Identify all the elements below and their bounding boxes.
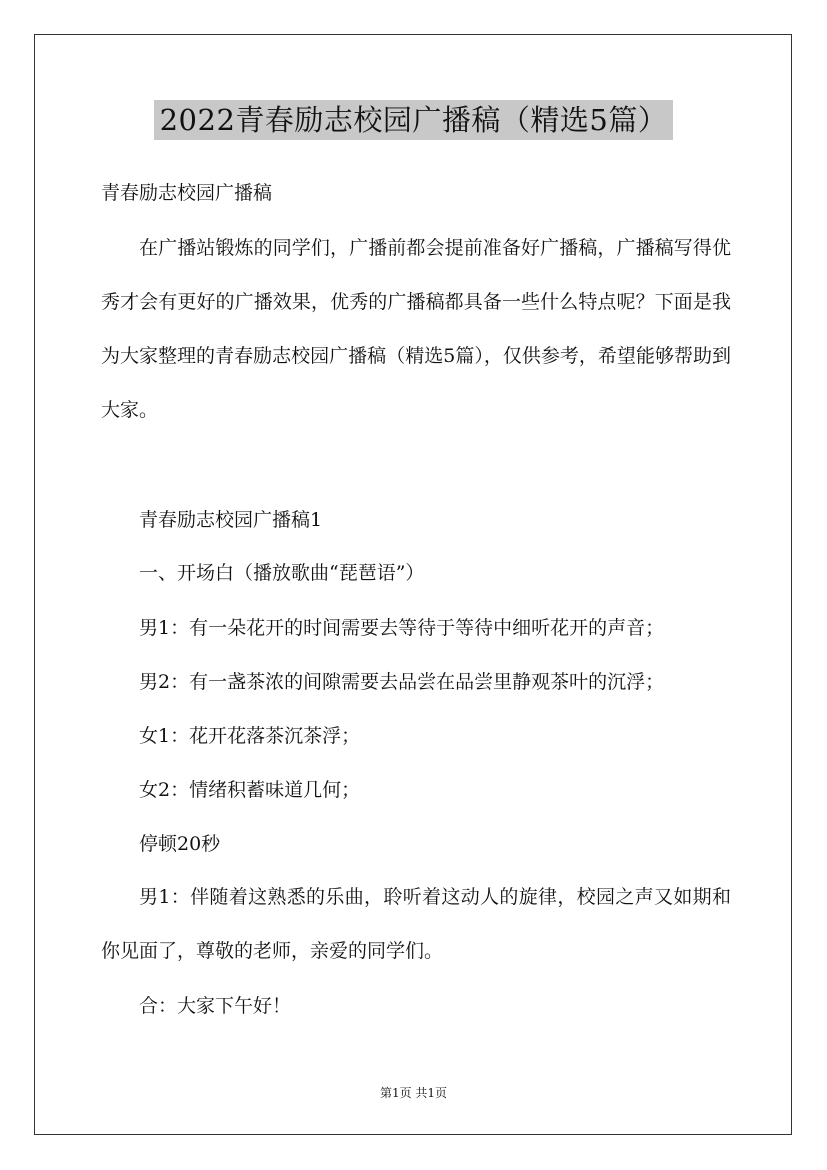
section-heading: 青春励志校园广播稿1 [139, 509, 323, 531]
script-line: 男2：有一盏茶浓的间隙需要去品尝在品尝里静观茶叶的沉浮； [139, 671, 665, 693]
script-line: 女1：花开花落茶沉茶浮； [139, 725, 361, 747]
script-line: 男1：有一朵花开的时间需要去等待于等待中细听花开的声音； [139, 617, 665, 639]
script-line: 一、开场白（播放歌曲“琵琶语”） [139, 562, 425, 584]
greeting-line: 合：大家下午好！ [139, 995, 292, 1017]
document-title: 2022青春励志校园广播稿（精选5篇） [154, 100, 674, 140]
script-line: 女2：情绪积蓄味道几何； [139, 779, 361, 801]
intro-paragraph: 在广播站锻炼的同学们，广播前都会提前准备好广播稿，广播稿写得优秀才会有更好的广播效果，优秀的广播稿都具备一些什么特点呢？下面是我为大家整理的青春励志校园广播稿（精选5篇），仅供参考，希望能够帮助到大家。 [101, 237, 731, 421]
page-number: 第1页 共1页 [379, 1086, 448, 1100]
closing-paragraph: 男1：伴随着这熟悉的乐曲，聆听着这动人的旋律，校园之声又如期和你见面了，尊敬的老师，亲爱的同学们。 [101, 886, 731, 962]
document-subtitle: 青春励志校园广播稿 [101, 182, 273, 204]
script-line: 停顿20秒 [139, 833, 221, 855]
title-container [0, 100, 827, 140]
